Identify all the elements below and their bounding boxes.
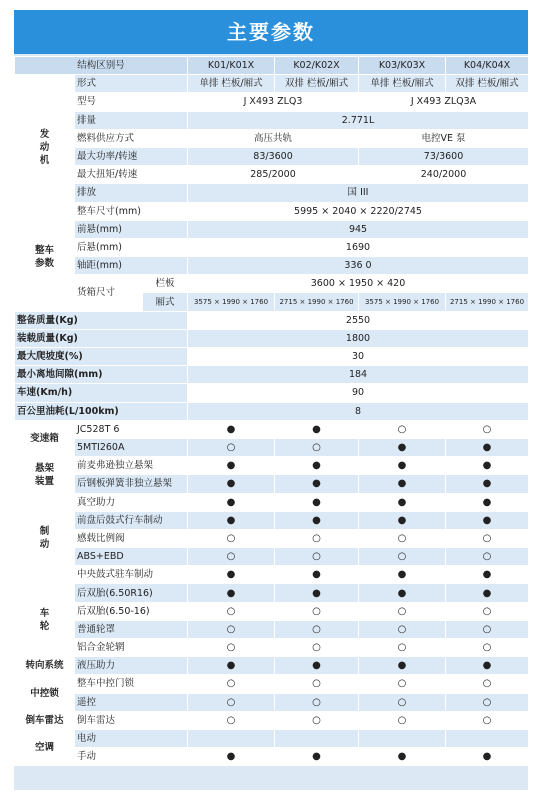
spec-label: 最大爬坡度(%) [15,348,188,366]
feature-mark: ● [359,748,446,766]
feature-mark: ● [446,475,529,493]
feature-mark: ● [359,511,446,529]
feature-mark: ● [188,493,275,511]
feature-label: 整车中控门锁 [75,675,188,693]
feature-mark: ○ [359,529,446,547]
brake-group-text: 制动 [39,526,50,551]
spec-label: 车速(Km/h) [15,384,188,402]
row-label: 整车尺寸(mm) [75,202,188,220]
table-header-row [15,57,529,75]
feature-mark: ● [446,566,529,584]
feature-mark: ○ [275,620,359,638]
spec-value: 184 [188,366,529,384]
feature-mark: ○ [359,693,446,711]
row-value: 285/2000 [188,166,359,184]
feature-label: 倒车雷达 [75,711,188,729]
row-value: 945 [188,220,529,238]
engine-group-label [15,93,75,202]
feature-mark: ○ [446,639,529,657]
spec-value: 90 [188,384,529,402]
feature-mark [446,729,529,747]
table-row [15,147,529,165]
cargo-box-value: 2715 × 1990 × 1760 [446,293,529,311]
feature-mark: ○ [359,620,446,638]
feature-mark: ○ [446,548,529,566]
table-row [15,111,529,129]
feature-mark: ● [188,584,275,602]
table-row [15,548,529,566]
cargo-board-value: 3600 × 1950 × 420 [188,275,529,293]
feature-mark: ○ [359,420,446,438]
feature-mark: ○ [275,639,359,657]
row-value: 1690 [188,238,529,256]
wheel-group-text: 车轮 [39,608,50,633]
row-value: 73/3600 [359,147,529,165]
steering-group-label: 转向系统 [15,657,75,675]
spec-value: 1800 [188,329,529,347]
feature-label: 后双胎(6.50-16) [75,602,188,620]
feature-mark: ● [275,657,359,675]
feature-mark: ● [275,511,359,529]
table-row [15,457,529,475]
form-label: 形式 [75,75,188,93]
spec-label: 装载质量(Kg) [15,329,188,347]
feature-mark: ● [275,420,359,438]
feature-mark: ○ [188,711,275,729]
feature-label: 5MTI260A [75,438,188,456]
feature-mark: ○ [359,675,446,693]
row-label: 后悬(mm) [75,238,188,256]
feature-mark: ○ [275,711,359,729]
transmission-group-label: 变速箱 [15,420,75,456]
table-row [15,348,529,366]
row-label: 前悬(mm) [75,220,188,238]
feature-label: 前麦弗逊独立悬架 [75,457,188,475]
feature-mark: ● [188,420,275,438]
feature-mark: ● [359,475,446,493]
table-row [15,220,529,238]
row-label: 轴距(mm) [75,257,188,275]
table-row [15,366,529,384]
form-value: 双排 栏板/厢式 [275,75,359,93]
feature-label: ABS+EBD [75,548,188,566]
row-label: 燃料供应方式 [75,129,188,147]
row-value: 高压共轨 [188,129,359,147]
table-row [15,129,529,147]
feature-mark: ○ [446,620,529,638]
table-row [15,511,529,529]
feature-label: 普通轮罩 [75,620,188,638]
feature-label: 后钢板弹簧非独立悬架 [75,475,188,493]
table-row [15,257,529,275]
feature-mark: ○ [446,711,529,729]
table-row [15,693,529,711]
feature-mark: ● [446,457,529,475]
wheel-group-label [15,584,75,657]
feature-label: 铝合金轮辋 [75,639,188,657]
table-row [15,402,529,420]
feature-mark: ● [188,566,275,584]
feature-mark: ● [275,584,359,602]
feature-label: 感载比例阀 [75,529,188,547]
model-k01: K01/K01X [188,57,275,75]
row-value: 电控VE 泵 [359,129,529,147]
spec-value: 2550 [188,311,529,329]
feature-mark: ○ [359,711,446,729]
form-value: 单排 栏板/厢式 [188,75,275,93]
feature-mark: ● [275,475,359,493]
cargo-box-value: 3575 × 1990 × 1760 [359,293,446,311]
form-row [15,75,529,93]
feature-mark: ○ [359,639,446,657]
row-value: J X493 ZLQ3 [188,93,359,111]
feature-mark: ○ [188,675,275,693]
brake-group-label [15,493,75,584]
table-row [15,657,529,675]
feature-mark: ○ [446,693,529,711]
feature-mark: ○ [275,693,359,711]
feature-mark: ○ [446,602,529,620]
feature-mark: ○ [188,438,275,456]
table-row [15,529,529,547]
table-row [15,566,529,584]
cargo-box-value: 2715 × 1990 × 1760 [275,293,359,311]
engine-group-text: 发动机 [39,128,50,166]
row-value: 240/2000 [359,166,529,184]
feature-mark: ● [188,457,275,475]
table-row [15,275,529,293]
ac-group-label: 空调 [15,729,75,765]
table-row [15,584,529,602]
table-row [15,384,529,402]
page-title: 主要参数 [14,10,528,54]
feature-mark: ● [188,657,275,675]
feature-mark: ○ [359,548,446,566]
radar-group-label: 倒车雷达 [15,711,75,729]
cargo-box-label: 厢式 [143,293,188,311]
feature-label: 电动 [75,729,188,747]
spec-label: 百公里油耗(L/100km) [15,402,188,420]
feature-mark: ○ [188,620,275,638]
table-row [15,166,529,184]
row-value: 83/3600 [188,147,359,165]
model-k03: K03/K03X [359,57,446,75]
cargo-box-value: 3575 × 1990 × 1760 [188,293,275,311]
row-label: 排量 [75,111,188,129]
row-value: 5995 × 2040 × 2220/2745 [188,202,529,220]
feature-mark: ● [359,657,446,675]
feature-mark: ○ [188,548,275,566]
spec-label: 最小离地间隙(mm) [15,366,188,384]
table-row [15,675,529,693]
feature-mark: ● [446,493,529,511]
feature-mark: ● [275,566,359,584]
vehicle-group-text: 整车参数 [34,244,54,269]
feature-mark: ○ [275,529,359,547]
feature-mark: ○ [275,548,359,566]
feature-mark: ○ [446,529,529,547]
suspension-group-label [15,457,75,493]
feature-mark: ○ [275,675,359,693]
table-row [15,329,529,347]
table-row [15,493,529,511]
feature-mark: ● [188,475,275,493]
table-row [15,238,529,256]
feature-mark: ○ [188,602,275,620]
table-row [15,729,529,747]
table-row [15,438,529,456]
table-row [15,711,529,729]
form-value: 双排 栏板/厢式 [446,75,529,93]
feature-mark: ● [446,438,529,456]
feature-mark: ● [446,748,529,766]
feature-mark: ○ [188,529,275,547]
cargo-label: 货箱尺寸 [75,275,143,311]
feature-label: 手动 [75,748,188,766]
row-value: 国 III [188,184,529,202]
table-row [15,311,529,329]
feature-mark: ○ [188,639,275,657]
feature-mark: ● [446,511,529,529]
feature-mark: ● [359,493,446,511]
feature-mark: ● [188,748,275,766]
table-row [15,639,529,657]
spec-table [14,56,529,766]
feature-mark [188,729,275,747]
vehicle-group-label [15,202,75,311]
table-row [15,420,529,438]
feature-mark: ● [188,511,275,529]
feature-mark: ● [446,657,529,675]
row-value: 336 0 [188,257,529,275]
spec-value: 8 [188,402,529,420]
feature-mark: ● [446,584,529,602]
row-label: 型号 [75,93,188,111]
feature-mark: ○ [275,438,359,456]
table-row [15,184,529,202]
table-row [15,202,529,220]
feature-mark: ● [275,748,359,766]
feature-mark: ● [275,493,359,511]
spec-value: 30 [188,348,529,366]
suspension-group-text: 悬架装置 [34,462,54,487]
feature-mark: ○ [188,693,275,711]
row-label: 最大扭矩/转速 [75,166,188,184]
table-row [15,602,529,620]
feature-label: 真空助力 [75,493,188,511]
row-label: 最大功率/转速 [75,147,188,165]
model-k02: K02/K02X [275,57,359,75]
feature-mark: ● [359,566,446,584]
row-label: 排放 [75,184,188,202]
table-row [15,93,529,111]
feature-mark [275,729,359,747]
feature-label: JC528T 6 [75,420,188,438]
table-row [15,620,529,638]
row-value: J X493 ZLQ3A [359,93,529,111]
spec-label: 整备质量(Kg) [15,311,188,329]
form-value: 单排 栏板/厢式 [359,75,446,93]
feature-label: 中央鼓式驻车制动 [75,566,188,584]
feature-label: 液压助力 [75,657,188,675]
feature-mark: ● [359,457,446,475]
header-label: 结构区别号 [15,57,188,75]
table-row [15,475,529,493]
feature-mark: ○ [446,675,529,693]
model-k04: K04/K04X [446,57,529,75]
cargo-board-label: 栏板 [143,275,188,293]
feature-label: 遥控 [75,693,188,711]
feature-mark: ○ [446,420,529,438]
feature-mark: ● [359,584,446,602]
feature-mark: ● [275,457,359,475]
feature-mark: ● [359,438,446,456]
feature-mark: ○ [359,602,446,620]
feature-mark: ○ [275,602,359,620]
feature-label: 后双胎(6.50R16) [75,584,188,602]
feature-mark [359,729,446,747]
lock-group-label: 中控锁 [15,675,75,711]
feature-label: 前盘后鼓式行车制动 [75,511,188,529]
row-value: 2.771L [188,111,529,129]
table-row [15,748,529,766]
